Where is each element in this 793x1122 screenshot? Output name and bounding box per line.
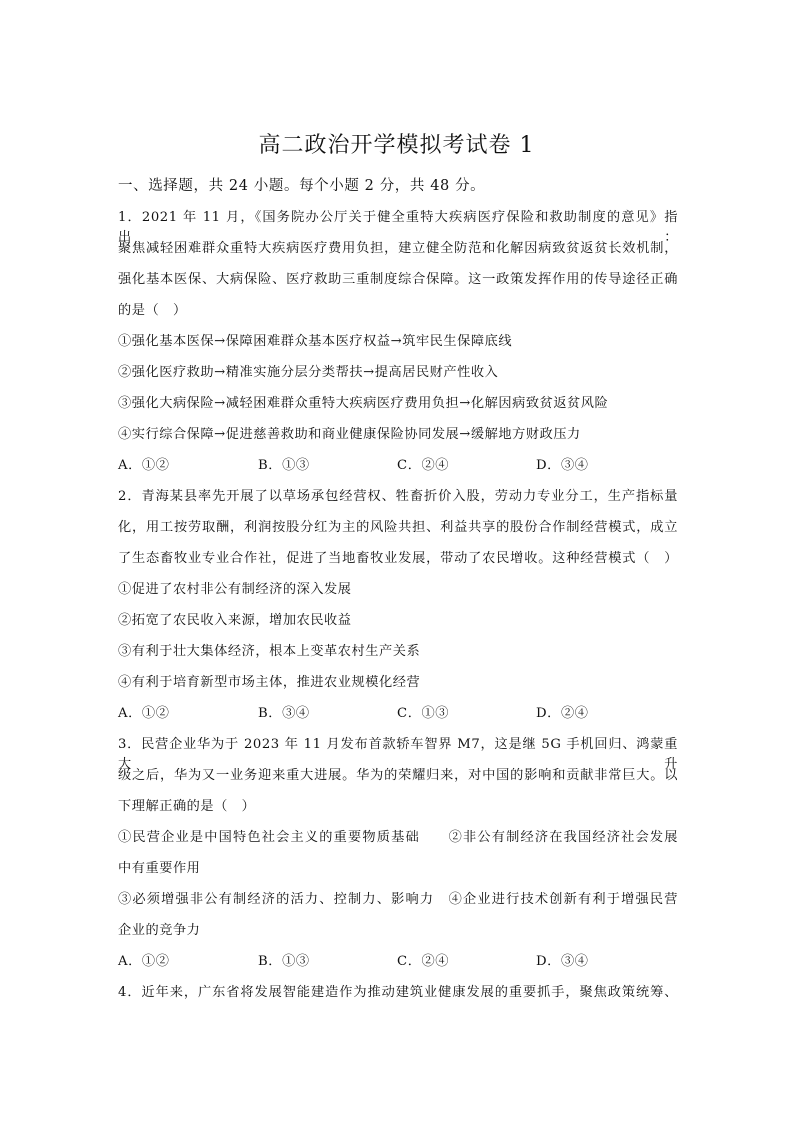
page-title: 高二政治开学模拟考试卷 1 [258,133,535,158]
option-c[interactable]: C．②④ [397,954,450,969]
option-c[interactable]: C．①③ [397,706,450,721]
option-a[interactable]: A．①② [118,706,170,721]
section-heading: 一、选择题，共 24 小题。每个小题 2 分，共 48 分。 [118,178,486,194]
question-1-stem-line: 聚焦减轻困难群众重特大疾病医疗费用负担，建立健全防范和化解因病致贫返贫长效机制， [118,241,678,256]
question-3-stem-line: 下理解正确的是（ ） [118,799,256,814]
option-a[interactable]: A．①② [118,954,170,969]
question-1-item: ④实行综合保障→促进慈善救助和商业健康保险协同发展→缓解地方财政压力 [118,427,581,442]
question-1-stem-line: 的是（ ） [118,303,187,318]
option-d[interactable]: D．②④ [536,706,589,721]
question-1-options [118,456,678,476]
question-3-stem-line: 级之后，华为又一业务迎来重大进展。华为的荣耀归来，对中国的影响和贡献非常巨大。以 [118,768,678,783]
question-3-item: ①民营企业是中国特色社会主义的重要物质基础 ②非公有制经济在我国经济社会发展 [118,830,678,845]
question-2-options [118,704,678,724]
question-3-item: 企业的竞争力 [118,923,201,938]
question-3-item: 中有重要作用 [118,861,201,876]
question-2-stem-line: 2．青海某县率先开展了以草场承包经营权、牲畜折价入股，劳动力专业分工，生产指标量 [118,489,678,504]
question-1-item: ②强化医疗救助→精准实施分层分类帮扶→提高居民财产性收入 [118,365,499,380]
question-1-stem-line: 强化基本医保、大病保险、医疗救助三重制度综合保障。这一政策发挥作用的传导途径正确 [118,272,678,287]
question-3-options [118,952,678,972]
option-c[interactable]: C．②④ [397,458,450,473]
question-4-stem-line: 4．近年来，广东省将发展智能建造作为推动建筑业健康发展的重要抓手，聚焦政策统筹、 [118,985,678,1000]
question-2-item: ③有利于壮大集体经济，根本上变革农村生产关系 [118,644,421,659]
question-3-item: ③必须增强非公有制经济的活力、控制力、影响力 ④企业进行技术创新有利于增强民营 [118,892,678,907]
question-2-stem-line: 化，用工按劳取酬，利润按股分红为主的风险共担、利益共享的股份合作制经营模式，成立 [118,520,678,535]
option-a[interactable]: A．①② [118,458,170,473]
question-1-item: ③强化大病保险→减轻困难群众重特大疾病医疗费用负担→化解因病致贫返贫风险 [118,396,609,411]
option-b[interactable]: B．③④ [258,706,310,721]
option-b[interactable]: B．①③ [258,954,310,969]
question-3-stem-line: 3．民营企业华为于 2023 年 11 月发布首款轿车智界 M7，这是继 5G 手机回归、鸿蒙重大升 [118,737,678,772]
question-2-item: ④有利于培育新型市场主体，推进农业规模化经营 [118,675,421,690]
option-d[interactable]: D．③④ [536,954,589,969]
question-2-stem-line: 了生态畜牧业专业合作社，促进了当地畜牧业发展，带动了农民增收。这种经营模式（ ） [118,551,678,566]
option-d[interactable]: D．③④ [536,458,589,473]
option-b[interactable]: B．①③ [258,458,310,473]
question-1-item: ①强化基本医保→保障困难群众基本医疗权益→筑牢民生保障底线 [118,334,513,349]
question-2-item: ①促进了农村非公有制经济的深入发展 [118,582,352,597]
question-1-stem-line: 1．2021 年 11 月，《国务院办公厅关于健全重特大疾病医疗保险和救助制度的意见》指出： [118,210,678,245]
question-2-item: ②拓宽了农民收入来源，增加农民收益 [118,613,352,628]
